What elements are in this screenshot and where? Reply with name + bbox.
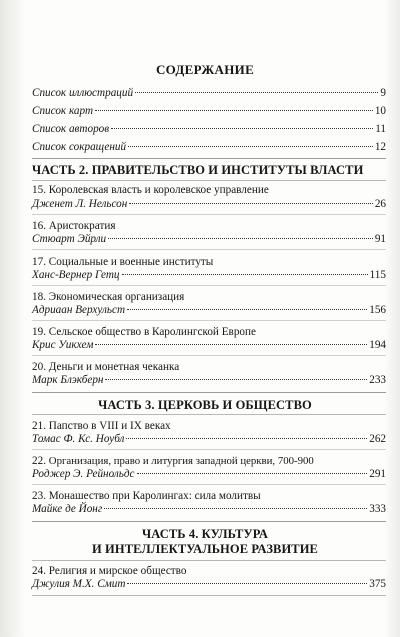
- chapter-title: Организация, право и литургия западной церкви, 700-900: [48, 455, 314, 467]
- chapter-author-row[interactable]: [32, 267, 386, 283]
- chapter-title: Монашество при Каролингах: сила молитвы: [48, 490, 261, 502]
- leader-dots: [111, 128, 373, 129]
- front-item-page: 11: [375, 123, 386, 135]
- leader-dots: [127, 583, 367, 584]
- chapter-author: Стюарт Эйрли: [32, 233, 107, 245]
- chapter-author-row[interactable]: [32, 431, 386, 447]
- chapter-author-row[interactable]: [32, 196, 386, 212]
- section-divider: [32, 560, 386, 561]
- page-title: СОДЕРЖАНИЕ: [155, 62, 255, 77]
- chapter-author: Томас Ф. Кс. Ноубл: [32, 433, 125, 445]
- leader-dots: [95, 110, 373, 111]
- chapter-title: Религия и мирское общество: [48, 565, 187, 577]
- page-shadow-left: [0, 0, 24, 637]
- chapter-page: 156: [369, 304, 386, 316]
- chapter-author-row[interactable]: [32, 302, 386, 318]
- chapter-author-row[interactable]: [32, 501, 386, 517]
- front-item-page: 9: [380, 87, 386, 99]
- chapter-number: 19.: [32, 326, 46, 338]
- chapter-page: 291: [369, 468, 386, 480]
- front-item[interactable]: [32, 139, 386, 155]
- chapter-author-row[interactable]: [32, 576, 386, 592]
- chapter-divider: [32, 285, 386, 286]
- chapter-divider: [32, 320, 386, 321]
- chapter-author: Дженет Л. Нельсон: [32, 198, 128, 210]
- chapter-author-row[interactable]: [32, 337, 386, 353]
- chapter-author: Роджер Э. Рейнольдс: [32, 468, 135, 480]
- chapter-divider: [32, 249, 386, 250]
- chapter-author-row[interactable]: [32, 372, 386, 388]
- leader-dots: [126, 438, 367, 439]
- section-divider: [32, 521, 386, 522]
- chapter-number: 24.: [32, 565, 46, 577]
- chapter-page: 262: [369, 433, 386, 445]
- part4-heading-line1: ЧАСТЬ 4. КУЛЬТУРА: [141, 527, 269, 541]
- chapter-author: Адриаан Верхульст: [32, 304, 126, 316]
- part2-heading: ЧАСТЬ 2. ПРАВИТЕЛЬСТВО И ИНСТИТУТЫ ВЛАСТИ: [32, 163, 364, 177]
- section-divider: [32, 414, 386, 415]
- page-shadow-right: [386, 0, 400, 637]
- leader-dots: [105, 379, 367, 380]
- front-item[interactable]: [32, 85, 386, 101]
- front-item-page: 10: [374, 105, 386, 117]
- leader-dots: [137, 473, 368, 474]
- front-item-label: Список авторов: [32, 123, 110, 135]
- toc-page: [24, 0, 386, 637]
- front-item-page: 12: [374, 141, 386, 153]
- chapter-divider: [32, 355, 386, 356]
- chapter-title: Сельское общество в Каролингской Европе: [48, 326, 256, 338]
- chapter-title: Экономическая организация: [48, 291, 185, 303]
- chapter-divider: [32, 484, 386, 485]
- chapter-page: 233: [369, 374, 386, 386]
- chapter-author: Ханс-Вернер Гетц: [32, 269, 120, 281]
- chapter-page: 26: [374, 198, 386, 210]
- chapter-number: 20.: [32, 361, 46, 373]
- front-item[interactable]: [32, 121, 386, 137]
- chapter-author: Марк Блэкберн: [32, 374, 104, 386]
- chapter-page: 375: [369, 578, 386, 590]
- section-divider: [32, 158, 386, 159]
- front-item[interactable]: [32, 103, 386, 119]
- leader-dots: [135, 92, 378, 93]
- front-item-label: Список сокращений: [32, 141, 127, 153]
- chapter-title: Королевская власть и королевское управление: [48, 184, 269, 196]
- leader-dots: [129, 203, 372, 204]
- chapter-title: Аристократия: [48, 220, 116, 232]
- chapter-author: Крис Уикхем: [32, 339, 94, 351]
- part3-heading: ЧАСТЬ 3. ЦЕРКОВЬ И ОБЩЕСТВО: [98, 398, 312, 412]
- part4-heading: [24, 527, 386, 557]
- chapter-title: Социальные и военные институты: [48, 256, 214, 268]
- chapter-author: Майке де Йонг: [32, 503, 103, 515]
- chapter-number: 16.: [32, 220, 46, 232]
- chapter-page: 115: [369, 269, 386, 281]
- section-divider: [32, 180, 386, 181]
- chapter-author: Джулия М.Х. Смит: [32, 578, 126, 590]
- chapter-page: 194: [369, 339, 386, 351]
- front-item-label: Список иллюстраций: [32, 87, 134, 99]
- chapter-author-row[interactable]: [32, 466, 386, 482]
- chapter-divider: [32, 214, 386, 215]
- chapter-title: Деньги и монетная чеканка: [48, 361, 180, 373]
- leader-dots: [104, 508, 367, 509]
- part4-heading-line2: И ИНТЕЛЛЕКТУАЛЬНОЕ РАЗВИТИЕ: [92, 542, 318, 556]
- chapter-number: 18.: [32, 291, 46, 303]
- section-divider: [32, 392, 386, 393]
- chapter-number: 23.: [32, 490, 46, 502]
- leader-dots: [127, 309, 367, 310]
- chapter-divider: [32, 449, 386, 450]
- chapter-number: 22.: [32, 455, 46, 467]
- chapter-page: 333: [369, 503, 386, 515]
- chapter-title: Папство в VIII и IX веках: [48, 420, 171, 432]
- leader-dots: [95, 344, 367, 345]
- chapter-page: 91: [374, 233, 386, 245]
- chapter-number: 17.: [32, 256, 46, 268]
- chapter-number: 21.: [32, 420, 46, 432]
- chapter-number: 15.: [32, 184, 46, 196]
- section-divider: [32, 595, 386, 596]
- leader-dots: [128, 146, 373, 147]
- front-item-label: Список карт: [32, 105, 94, 117]
- leader-dots: [108, 238, 373, 239]
- chapter-author-row[interactable]: [32, 231, 386, 247]
- leader-dots: [122, 274, 368, 275]
